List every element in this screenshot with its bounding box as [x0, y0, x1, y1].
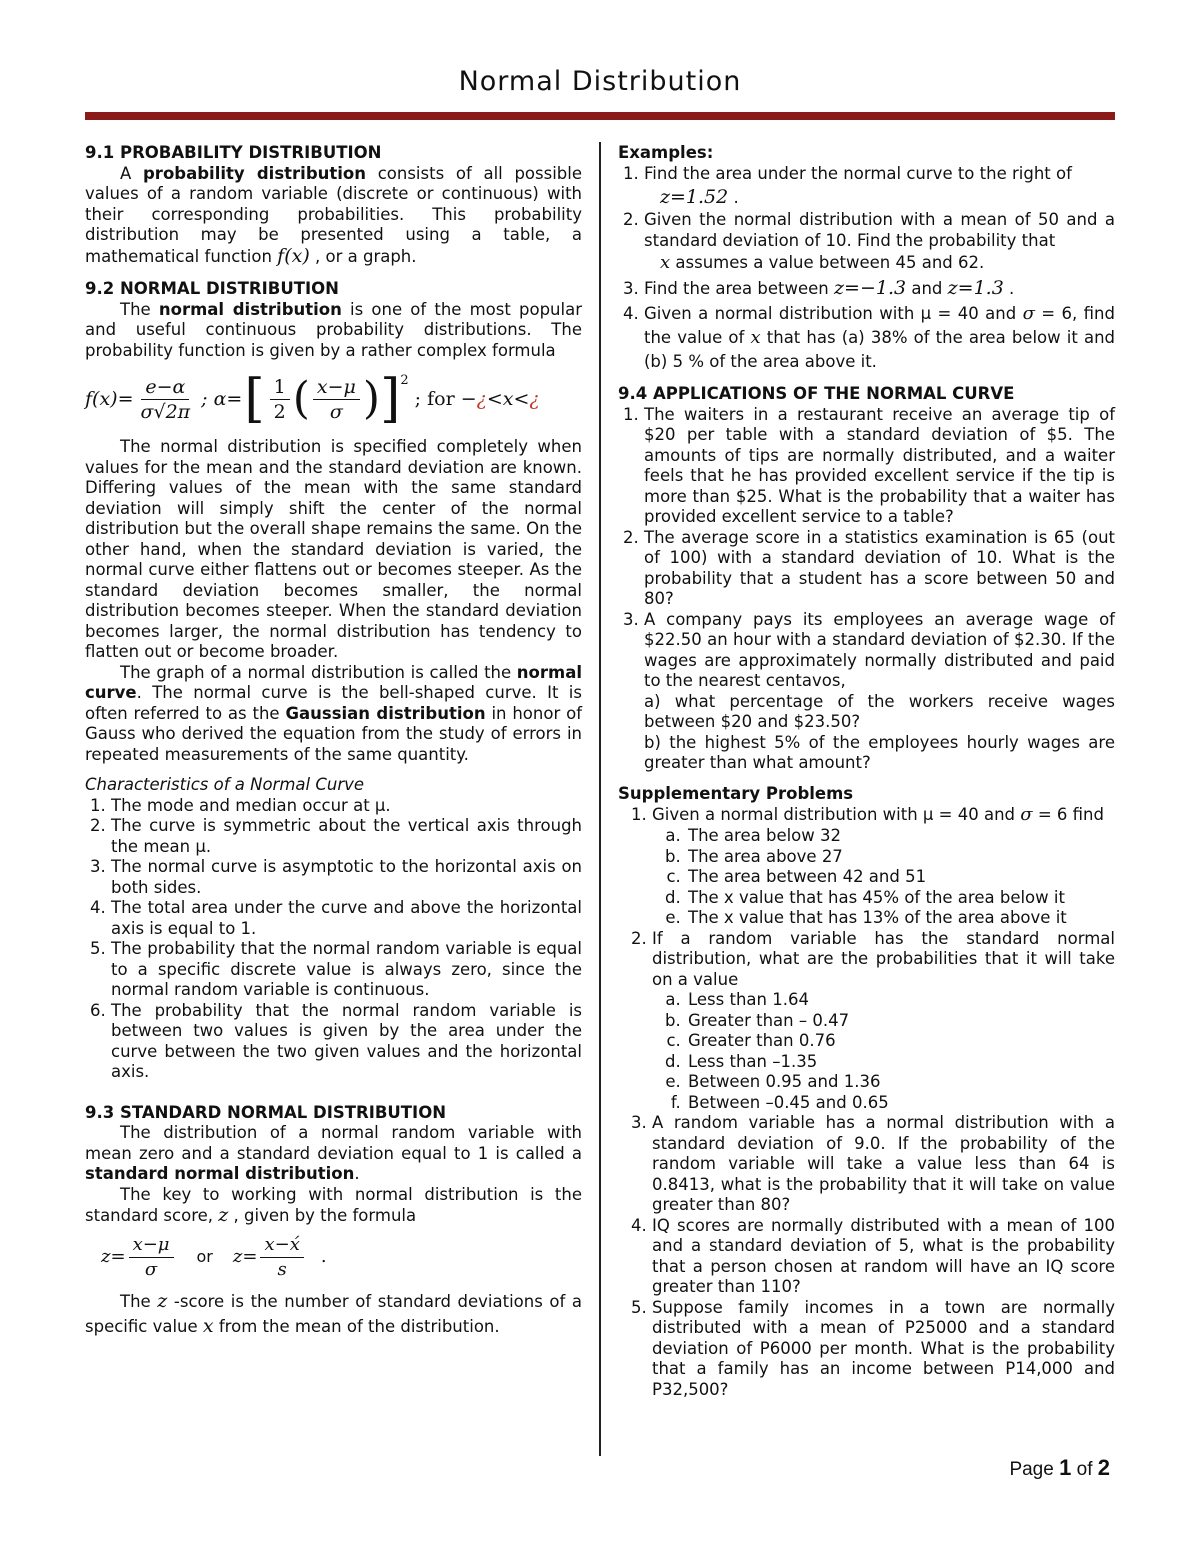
supplementary-list	[618, 804, 1115, 1400]
applications-list	[618, 405, 1115, 774]
z-score-formula: z= $\frac{x-\mu}{\sigma}$ or z= $\frac{x-x́}{s}$ .	[101, 1234, 327, 1280]
supplementary-heading: Supplementary Problems	[618, 783, 854, 803]
sub-item: c. Greater than 0.76	[686, 1031, 1115, 1052]
characteristics-list	[85, 796, 582, 1083]
sub-item: c. The area between 42 and 51	[686, 867, 1115, 888]
section-heading-9-2: 9.2 NORMAL DISTRIBUTION	[85, 279, 339, 298]
column-divider	[599, 142, 601, 1456]
sub-item: b. The area above 27	[686, 847, 1115, 868]
list-item: 1. Find the area under the normal curve to the right of z=1.52 .	[644, 164, 1115, 211]
list-item: 4. Given a normal distribution with μ = 40 and σ = 6, find the value of x that has (a) 38% of the area below it and (b) 5 % of the area above it.	[644, 302, 1115, 374]
characteristics-heading: Characteristics of a Normal Curve	[85, 775, 365, 794]
list-item: 1. The waiters in a restaurant receive an average tip of $20 per table with a standard deviation of $5. The amounts of tips are normally distributed, and a waiter feels that he has provided excellent service if the tip is more than $25. What is the probability that a waiter has provided excellent service to a table?	[644, 405, 1115, 528]
section-heading-9-3: 9.3 STANDARD NORMAL DISTRIBUTION	[85, 1102, 447, 1122]
examples-list	[618, 164, 1115, 375]
list-item: 4. The total area under the curve and above the horizontal axis is equal to 1.	[111, 898, 582, 939]
paragraph-standard-score: The key to working with normal distribution is the standard score, z , given by the formula	[85, 1184, 582, 1226]
sub-item: d. Less than –1.35	[686, 1052, 1115, 1073]
list-item: 2. If a random variable has the standard normal distribution, what are the probabilities that it will take on a value a. Less than 1.64 b. Greater than – 0.47 c. Greater than 0.76 d. Less than –1.35 e. Between 0.95 and 1.36 f. Between –0.45 and 0.65	[652, 929, 1115, 1114]
sub-item: e. Between 0.95 and 1.36	[686, 1072, 1115, 1093]
list-item: 6. The probability that the normal random variable is between two values is given by the area under the curve between the two given values and the horizontal axis.	[111, 1001, 582, 1083]
title-rule	[85, 112, 1115, 120]
sub-item: b. Greater than – 0.47	[686, 1011, 1115, 1032]
list-item: 2. Given the normal distribution with a mean of 50 and a standard deviation of 10. Find the probability that x assumes a value between 45 and 62.	[644, 210, 1115, 275]
list-item: 3. A company pays its employees an average wage of $22.50 an hour with a standard deviation of $2.30. If the wages are approximately normally distributed and paid to the nearest centavos, a) what percentage of the workers receive wages between $20 and $23.50? b) the highest 5% of the employees hourly wages are greater than what amount?	[644, 610, 1115, 774]
page-number: Page 1 of 2	[1009, 1455, 1110, 1480]
list-item: 3. A random variable has a normal distribution with a standard deviation of 9.0. If the probability of the random variable will take a value less than 64 is 0.8413, what is the probability that it will take on value greater than 80?	[652, 1113, 1115, 1216]
paragraph-normal-curve: The graph of a normal distribution is called the normal curve. The normal curve is the bell-shaped curve. It is often referred to as the Gaussian distribution in honor of Gauss who derived the equation from the study of errors in repeated measurements of the same quantity.	[85, 662, 583, 764]
list-item: 3. The normal curve is asymptotic to the horizontal axis on both sides.	[111, 857, 582, 898]
paragraph-standard-normal: The distribution of a normal random variable with mean zero and a standard deviation equal to 1 is called a standard normal distribution.	[85, 1123, 582, 1183]
list-item: 1. The mode and median occur at μ.	[111, 796, 582, 817]
list-item: 1. Given a normal distribution with μ = 40 and σ = 6 find a. The area below 32 b. The area above 27 c. The area between 42 and 51 d. The x value that has 45% of the area below it e. The x value that has 13% of the area above it	[652, 804, 1115, 929]
sub-item: e. The x value that has 13% of the area above it	[686, 908, 1115, 929]
section-heading-9-4: 9.4 APPLICATIONS OF THE NORMAL CURVE	[618, 384, 1015, 403]
list-item: 5. The probability that the normal random variable is equal to a specific discrete value is always zero, since the normal random variable is continuous.	[111, 939, 582, 1001]
list-item: 3. Find the area between z=−1.3 and z=1.3 .	[644, 275, 1115, 302]
examples-heading: Examples:	[618, 143, 714, 162]
left-column	[85, 143, 582, 1339]
sub-item: a. Less than 1.64	[686, 990, 1115, 1011]
sub-item: f. Between –0.45 and 0.65	[686, 1093, 1115, 1114]
normal-pdf-formula: f(x)= $\frac{e-\alpha}{\sigma√2\pi}$ ; α= [ $\frac{1}{2}$ ( $\frac{x-\mu}{\sigma}$ ) ] $^2$ ; for − ¿ <x< ¿	[85, 368, 540, 429]
paragraph-z-score-meaning: The z -score is the number of standard deviations of a specific value x from the mean of the distribution.	[85, 1289, 583, 1337]
paragraph-normal-distribution: The normal distribution is one of the most popular and useful continuous probability distributions. The probability function is given by a rather complex formula	[85, 299, 582, 360]
section-heading-9-1: 9.1 PROBABILITY DISTRIBUTION	[85, 143, 382, 162]
list-item: 5. Suppose family incomes in a town are normally distributed with a mean of P25000 and a standard deviation of P6000 per month. What is the probability that a family has an income between P14,000 and P32,500?	[652, 1298, 1115, 1401]
list-item: 4. IQ scores are normally distributed with a mean of 100 and a standard deviation of 5, what is the probability that a person chosen at random will have an IQ score greater than 110?	[652, 1216, 1115, 1298]
paragraph-normal-spec: The normal distribution is specified completely when values for the mean and the standard deviation are known. Differing values of the mean with the same standard deviation will simply shift the center of the normal distribution but the overall shape remains the same. On the other hand, when the standard deviation is varied, the normal curve either flattens out or becomes steeper. As the standard deviation becomes smaller, the normal distribution becomes steeper. When the standard deviation becomes larger, the normal distribution has tendency to flatten out or become broader.	[85, 437, 582, 661]
list-item: 2. The average score in a statistics examination is 65 (out of 100) with a standard deviation of 10. What is the probability that a student has a score between 50 and 80?	[644, 528, 1115, 610]
sub-item: a. The area below 32	[686, 826, 1115, 847]
sub-item: d. The x value that has 45% of the area below it	[686, 888, 1115, 909]
list-item: 2. The curve is symmetric about the vertical axis through the mean μ.	[111, 816, 582, 857]
page-title: Normal Distribution	[458, 66, 742, 97]
paragraph-probability-distribution: A probability distribution consists of all possible values of a random variable (discrete or continuous) with their corresponding probabilities. This probability distribution may be presented using a table, a mathematical function f(x) , or a graph.	[85, 163, 582, 267]
right-column	[618, 143, 1115, 1400]
